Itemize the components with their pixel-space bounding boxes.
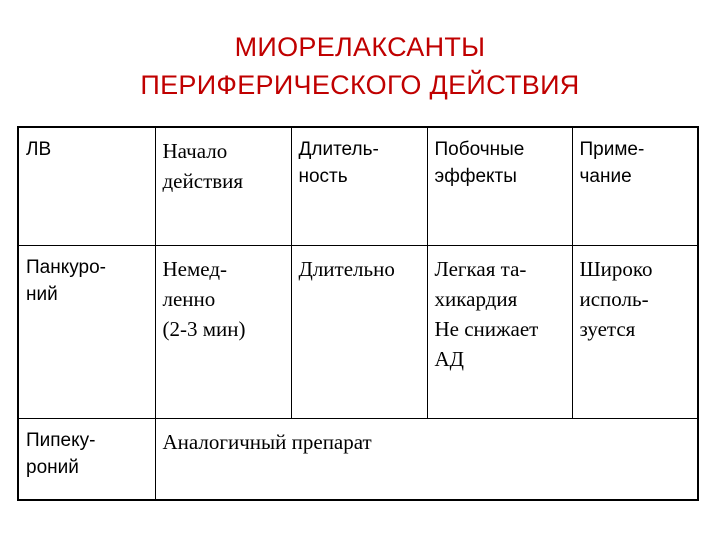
cell-side-effects-line-1: Легкая та- — [434, 257, 527, 281]
table-row — [18, 419, 698, 501]
header-side-effects-line-1: Побочные — [434, 139, 525, 160]
cell-note-line-1: Широко — [579, 257, 653, 281]
cell-onset-line-3: (2-3 мин) — [162, 317, 246, 341]
cell-onset-line-2: ленно — [162, 287, 216, 311]
header-side-effects — [427, 127, 572, 246]
cell-duration-line-1: Длительно — [298, 257, 395, 281]
cell-note — [572, 246, 698, 419]
cell-side-effects-line-3: Не снижает — [434, 317, 539, 341]
header-drug — [18, 127, 155, 246]
cell-drug-line-1: Панкуро- — [26, 257, 106, 278]
cell-drug-line-2: роний — [26, 457, 79, 478]
header-onset-line-1: Начало — [162, 139, 228, 163]
cell-side-effects-line-4: АД — [434, 347, 464, 371]
header-duration-line-1: Длитель- — [298, 139, 379, 160]
cell-note-line-2: исполь- — [579, 287, 649, 311]
cell-side-effects — [427, 246, 572, 419]
header-duration — [291, 127, 427, 246]
cell-onset — [155, 246, 291, 419]
cell-merged-line: Аналогичный препарат — [162, 430, 372, 454]
cell-merged-description — [155, 419, 698, 501]
cell-side-effects-line-2: хикардия — [434, 287, 518, 311]
cell-drug-line-2: ний — [26, 284, 58, 305]
drug-table — [17, 126, 699, 501]
cell-duration — [291, 246, 427, 419]
title-line-1: МИОРЕЛАКСАНТЫ — [234, 32, 486, 62]
header-duration-line-2: ность — [298, 166, 348, 187]
table-row — [18, 246, 698, 419]
header-side-effects-line-2: эффекты — [434, 166, 517, 187]
title-line-2: ПЕРИФЕРИЧЕСКОГО ДЕЙСТВИЯ — [140, 70, 580, 100]
header-note-line-2: чание — [579, 166, 632, 187]
header-note-line-1: Приме- — [579, 139, 645, 160]
cell-drug-line-1: Пипеку- — [26, 430, 96, 451]
table-header-row — [18, 127, 698, 246]
header-note — [572, 127, 698, 246]
header-drug-line: ЛВ — [26, 139, 52, 160]
cell-note-line-3: зуется — [579, 317, 636, 341]
cell-drug — [18, 246, 155, 419]
slide-title — [0, 28, 720, 104]
header-onset-line-2: действия — [162, 169, 244, 193]
header-onset — [155, 127, 291, 246]
cell-drug — [18, 419, 155, 501]
cell-onset-line-1: Немед- — [162, 257, 227, 281]
